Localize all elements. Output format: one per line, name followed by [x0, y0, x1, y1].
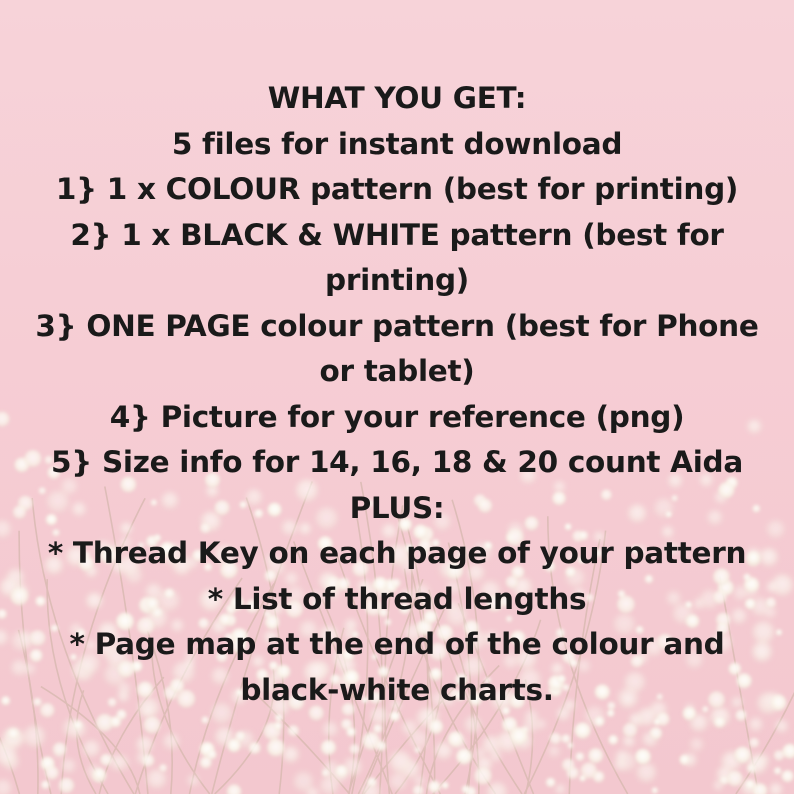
product-description [20, 76, 774, 713]
heading: WHAT YOU GET: [267, 81, 527, 115]
list-item-black-white-pattern: 2} 1 x BLACK & WHITE pattern (best for printing) [70, 217, 724, 297]
list-item-reference-picture: 4} Picture for your reference (png) [109, 399, 685, 434]
extra-page-map: * Page map at the end of the colour and black-white charts. [69, 627, 725, 707]
list-item-one-page-pattern: 3} ONE PAGE colour pattern (best for Phone or tablet) [35, 308, 759, 388]
list-item-colour-pattern: 1} 1 x COLOUR pattern (best for printing) [55, 172, 739, 206]
plus-label: PLUS: [349, 490, 445, 525]
extra-thread-lengths: * List of thread lengths [207, 581, 587, 616]
list-item-size-info: 5} Size info for 14, 16, 18 & 20 count Aida [51, 445, 743, 479]
extra-thread-key: * Thread Key on each page of your pattern [47, 536, 747, 570]
subheading: 5 files for instant download [171, 126, 623, 161]
